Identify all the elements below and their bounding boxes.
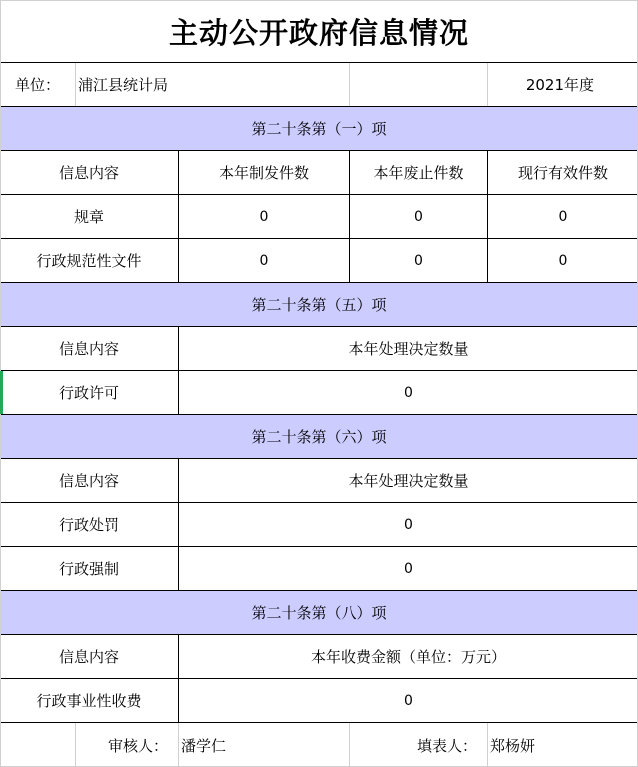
grid-line — [349, 151, 350, 282]
grid-line — [178, 459, 179, 590]
unit-name: 浦江县统计局 — [78, 76, 169, 94]
grid-line — [0, 458, 638, 459]
column-header: 信息内容 — [58, 164, 119, 182]
grid-line — [75, 723, 76, 767]
column-header: 本年收费金额（单位：万元） — [310, 648, 506, 666]
row-label: 行政处罚 — [58, 516, 119, 534]
grid-line — [178, 723, 179, 767]
filler-name: 郑杨妍 — [490, 736, 536, 755]
reviewer-label: 审核人： — [107, 736, 168, 755]
column-header: 现行有效件数 — [517, 164, 608, 182]
grid-line — [178, 635, 179, 722]
table-cell: 0 — [414, 208, 423, 225]
grid-line — [349, 63, 350, 106]
table-cell: 0 — [558, 208, 568, 225]
page-title: 主动公开政府信息情况 — [168, 16, 469, 50]
table-cell: 0 — [404, 516, 413, 533]
row-label: 行政许可 — [58, 384, 119, 402]
section-heading-8: 第二十条第（八）项 — [0, 591, 638, 634]
grid-line — [0, 194, 638, 195]
table-cell: 0 — [259, 208, 269, 225]
grid-line — [349, 723, 350, 767]
table-cell: 0 — [404, 692, 413, 709]
grid-line — [0, 106, 638, 107]
grid-line — [0, 634, 638, 635]
section-heading-6: 第二十条第（六）项 — [0, 415, 638, 458]
grid-line — [487, 63, 488, 106]
grid-line — [0, 590, 638, 591]
grid-line — [178, 327, 179, 414]
filler-label: 填表人： — [416, 736, 477, 755]
grid-line — [178, 151, 179, 282]
grid-line — [0, 238, 638, 239]
grid-line — [0, 414, 638, 415]
section-heading-5: 第二十条第（五）项 — [0, 283, 638, 326]
grid-line — [0, 502, 638, 503]
grid-line — [487, 151, 488, 282]
column-header: 本年废止件数 — [373, 164, 464, 182]
grid-line — [0, 678, 638, 679]
column-header: 本年制发件数 — [218, 164, 309, 182]
grid-line — [0, 62, 638, 63]
grid-line — [0, 546, 638, 547]
table-cell: 0 — [558, 252, 568, 269]
column-header: 信息内容 — [58, 648, 119, 666]
grid-line — [0, 326, 638, 327]
grid-line — [0, 282, 638, 283]
column-header: 信息内容 — [58, 472, 119, 490]
grid-line — [0, 722, 638, 723]
row-label: 行政强制 — [58, 560, 119, 578]
grid-line — [0, 150, 638, 151]
grid-line — [75, 63, 76, 106]
report-year: 2021年度 — [525, 76, 594, 94]
section-heading-1: 第二十条第（一）项 — [0, 107, 638, 150]
selection-marker — [0, 371, 3, 414]
table-cell: 0 — [414, 252, 423, 269]
table-cell: 0 — [259, 252, 269, 269]
reviewer-name: 潘学仁 — [181, 736, 227, 755]
unit-label: 单位： — [14, 76, 60, 94]
column-header: 信息内容 — [58, 340, 119, 358]
table-cell: 0 — [404, 384, 413, 401]
row-label: 行政规范性文件 — [36, 252, 142, 270]
grid-line — [0, 370, 638, 371]
row-label: 规章 — [73, 208, 104, 226]
table-cell: 0 — [404, 560, 413, 577]
column-header: 本年处理决定数量 — [348, 340, 469, 358]
column-header: 本年处理决定数量 — [348, 472, 469, 490]
grid-line — [0, 0, 638, 1]
grid-line — [487, 723, 488, 767]
row-label: 行政事业性收费 — [36, 692, 142, 710]
